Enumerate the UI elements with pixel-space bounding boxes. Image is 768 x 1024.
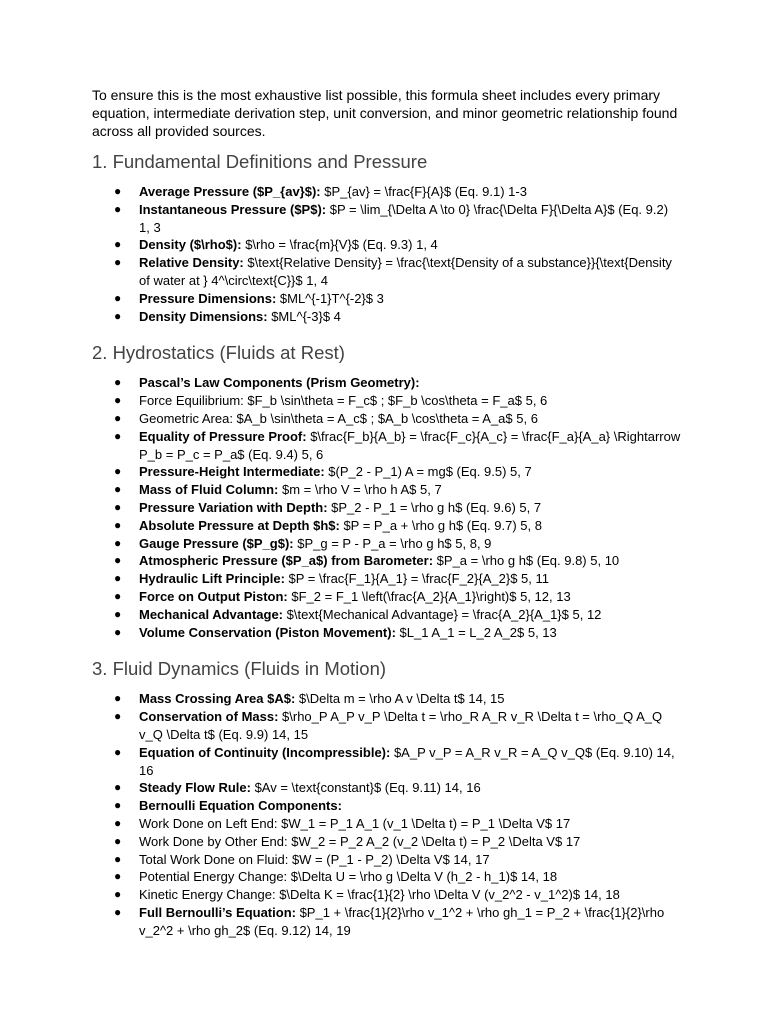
bullet-icon: ● bbox=[114, 815, 122, 830]
section-heading: 2. Hydrostatics (Fluids at Rest) bbox=[92, 342, 345, 364]
formula-list bbox=[92, 690, 682, 939]
bullet-icon: ● bbox=[114, 553, 122, 568]
formula-text: $\text{Relative Density} = \frac{\text{Density of a substance}}{\text{Density of water at } 4^\circ\text{C}}$ 1, 4 bbox=[139, 255, 672, 288]
formula-text: $\rho_P A_P v_P \Delta t = \rho_R A_R v_R \Delta t = \rho_Q A_Q v_Q \Delta t$ (Eq. 9.9) 14, 15 bbox=[139, 709, 663, 742]
formula-label: Steady Flow Rule: bbox=[139, 780, 251, 796]
formula-text: $P = P_a + \rho g h$ (Eq. 9.7) 5, 8 bbox=[339, 517, 542, 533]
section-1 bbox=[92, 151, 682, 325]
bullet-icon: ● bbox=[114, 798, 122, 813]
formula-item bbox=[92, 201, 682, 237]
formula-label: Atmospheric Pressure ($P_a$) from Barometer: bbox=[139, 553, 434, 569]
bullet-icon: ● bbox=[114, 464, 122, 479]
formula-text: $\frac{F_b}{A_b} = \frac{F_c}{A_c} = \frac{F_a}{A_a} \Rightarrow P_b = P_c = P_a$ (Eq. 9.4) 5, 6 bbox=[139, 428, 681, 462]
formula-list bbox=[92, 374, 682, 641]
formula-label: Full Bernoulli’s Equation: bbox=[139, 904, 296, 920]
formula-list bbox=[92, 183, 682, 325]
bullet-icon: ● bbox=[114, 887, 122, 902]
formula-label: Absolute Pressure at Depth $h$: bbox=[139, 517, 340, 533]
formula-text: $P_1 + \frac{1}{2}\rho v_1^2 + \rho gh_1 = P_2 + \frac{1}{2}\rho v_2^2 + \rho gh_2$ (Eq. 9.12) 14, 19 bbox=[139, 904, 665, 938]
formula-label: Conservation of Mass: bbox=[139, 709, 279, 725]
document-page bbox=[92, 86, 682, 956]
section-heading: 3. Fluid Dynamics (Fluids in Motion) bbox=[92, 658, 387, 680]
formula-item bbox=[92, 624, 682, 642]
formula-item bbox=[92, 499, 682, 517]
formula-text: $ML^{-3}$ 4 bbox=[267, 308, 341, 324]
formula-item bbox=[92, 690, 682, 708]
bullet-icon: ● bbox=[114, 237, 122, 252]
formula-item bbox=[92, 904, 682, 940]
formula-label: Pressure-Height Intermediate: bbox=[139, 464, 325, 480]
formula-text: $P = \frac{F_1}{A_1} = \frac{F_2}{A_2}$ 5, 11 bbox=[284, 571, 549, 587]
formula-label: Hydraulic Lift Principle: bbox=[139, 571, 285, 587]
formula-item bbox=[92, 708, 682, 744]
formula-item bbox=[92, 535, 682, 553]
bullet-icon: ● bbox=[114, 499, 122, 514]
formula-item bbox=[92, 588, 682, 606]
formula-item bbox=[92, 570, 682, 588]
formula-text: $\Delta m = \rho A v \Delta t$ 14, 15 bbox=[295, 691, 505, 707]
formula-text: $P_a = \rho g h$ (Eq. 9.8) 5, 10 bbox=[433, 553, 620, 569]
formula-label: Relative Density: bbox=[139, 255, 244, 271]
bullet-icon: ● bbox=[114, 571, 122, 586]
section-3 bbox=[92, 658, 682, 939]
bullet-icon: ● bbox=[114, 255, 122, 270]
formula-item bbox=[92, 428, 682, 464]
formula-text: $P_2 - P_1 = \rho g h$ (Eq. 9.6) 5, 7 bbox=[327, 499, 542, 515]
formula-label: Pressure Dimensions: bbox=[139, 290, 277, 306]
formula-text: $P = \lim_{\Delta A \to 0} \frac{\Delta F}{\Delta A}$ (Eq. 9.2) 1, 3 bbox=[139, 201, 669, 235]
formula-label: Pressure Variation with Depth: bbox=[139, 499, 328, 515]
bullet-icon: ● bbox=[114, 624, 122, 639]
bullet-icon: ● bbox=[114, 482, 122, 497]
formula-text: Total Work Done on Fluid: $W = (P_1 - P_2) \Delta V$ 14, 17 bbox=[139, 851, 490, 867]
bullet-icon: ● bbox=[114, 744, 122, 759]
formula-item bbox=[92, 606, 682, 624]
formula-text: Kinetic Energy Change: $\Delta K = \frac{1}{2} \rho \Delta V (v_2^2 - v_1^2)$ 14, 18 bbox=[139, 887, 620, 903]
bullet-icon: ● bbox=[114, 517, 122, 532]
bullet-icon: ● bbox=[114, 428, 122, 443]
bullet-icon: ● bbox=[114, 869, 122, 884]
formula-item bbox=[92, 797, 682, 815]
formula-item bbox=[92, 290, 682, 308]
formula-item bbox=[92, 779, 682, 797]
formula-item bbox=[92, 815, 682, 833]
bullet-icon: ● bbox=[114, 904, 122, 919]
formula-label: Pascal’s Law Components (Prism Geometry): bbox=[139, 375, 420, 391]
formula-text: $P_{av} = \frac{F}{A}$ (Eq. 9.1) 1-3 bbox=[320, 184, 527, 199]
formula-item bbox=[92, 392, 682, 410]
formula-label: Density Dimensions: bbox=[139, 308, 268, 324]
formula-text: Work Done by Other End: $W_2 = P_2 A_2 (v_2 \Delta t) = P_2 \Delta V$ 17 bbox=[139, 833, 581, 849]
formula-text: $L_1 A_1 = L_2 A_2$ 5, 13 bbox=[395, 624, 557, 640]
formula-item bbox=[92, 517, 682, 535]
formula-label: Equation of Continuity (Incompressible): bbox=[139, 744, 391, 760]
formula-label: Gauge Pressure ($P_g$): bbox=[139, 535, 294, 551]
bullet-icon: ● bbox=[114, 308, 122, 323]
section-heading: 1. Fundamental Definitions and Pressure bbox=[92, 151, 428, 172]
formula-text: $P_g = P - P_a = \rho g h$ 5, 8, 9 bbox=[293, 535, 492, 551]
formula-label: Mass Crossing Area $A$: bbox=[139, 691, 296, 707]
formula-item bbox=[92, 744, 682, 780]
formula-label: Average Pressure ($P_{av}$): bbox=[139, 184, 321, 199]
formula-item bbox=[92, 851, 682, 869]
bullet-icon: ● bbox=[114, 393, 122, 408]
intro-paragraph: To ensure this is the most exhaustive list possible, this formula sheet includes every primary equation, intermediate derivation step, unit conversion, and minor geometric relationship found across all provided sources. bbox=[92, 87, 678, 139]
formula-item bbox=[92, 183, 682, 201]
bullet-icon: ● bbox=[114, 606, 122, 621]
bullet-icon: ● bbox=[114, 375, 122, 390]
formula-label: Mechanical Advantage: bbox=[139, 606, 284, 622]
bullet-icon: ● bbox=[114, 833, 122, 848]
formula-item bbox=[92, 254, 682, 290]
formula-item bbox=[92, 374, 682, 392]
formula-label: Mass of Fluid Column: bbox=[139, 482, 279, 498]
bullet-icon: ● bbox=[114, 201, 122, 216]
formula-text: $ML^{-1}T^{-2}$ 3 bbox=[276, 290, 384, 306]
formula-item bbox=[92, 308, 682, 326]
formula-text: Geometric Area: $A_b \sin\theta = A_c$ ; $A_b \cos\theta = A_a$ 5, 6 bbox=[139, 410, 538, 426]
bullet-icon: ● bbox=[114, 535, 122, 550]
formula-text: Force Equilibrium: $F_b \sin\theta = F_c$ ; $F_b \cos\theta = F_a$ 5, 6 bbox=[139, 393, 548, 409]
formula-item bbox=[92, 410, 682, 428]
formula-text: Potential Energy Change: $\Delta U = \rho g \Delta V (h_2 - h_1)$ 14, 18 bbox=[139, 869, 558, 885]
sections-container bbox=[92, 151, 682, 939]
formula-label: Equality of Pressure Proof: bbox=[139, 428, 307, 444]
formula-label: Instantaneous Pressure ($P$): bbox=[139, 201, 327, 217]
formula-text: Work Done on Left End: $W_1 = P_1 A_1 (v_1 \Delta t) = P_1 \Delta V$ 17 bbox=[139, 815, 571, 831]
bullet-icon: ● bbox=[114, 691, 122, 706]
formula-text: $\rho = \frac{m}{V}$ (Eq. 9.3) 1, 4 bbox=[241, 237, 438, 253]
bullet-icon: ● bbox=[114, 410, 122, 425]
formula-label: Bernoulli Equation Components: bbox=[139, 798, 342, 814]
formula-item bbox=[92, 833, 682, 851]
formula-item bbox=[92, 463, 682, 481]
formula-text: $F_2 = F_1 \left(\frac{A_2}{A_1}\right)$ 5, 12, 13 bbox=[287, 588, 571, 604]
formula-label: Volume Conservation (Piston Movement): bbox=[139, 624, 396, 640]
bullet-icon: ● bbox=[114, 851, 122, 866]
bullet-icon: ● bbox=[114, 709, 122, 724]
bullet-icon: ● bbox=[114, 780, 122, 795]
formula-text: $(P_2 - P_1) A = mg$ (Eq. 9.5) 5, 7 bbox=[324, 464, 532, 480]
formula-text: $A_P v_P = A_R v_R = A_Q v_Q$ (Eq. 9.10) 14, 16 bbox=[139, 744, 675, 778]
formula-label: Density ($\rho$): bbox=[139, 237, 242, 253]
formula-text: $m = \rho V = \rho h A$ 5, 7 bbox=[278, 482, 442, 498]
formula-text: $\text{Mechanical Advantage} = \frac{A_2}{A_1}$ 5, 12 bbox=[283, 606, 602, 622]
formula-item bbox=[92, 886, 682, 904]
formula-item bbox=[92, 481, 682, 499]
formula-label: Force on Output Piston: bbox=[139, 588, 288, 604]
formula-item bbox=[92, 868, 682, 886]
bullet-icon: ● bbox=[114, 184, 122, 198]
bullet-icon: ● bbox=[114, 588, 122, 603]
formula-text: $Av = \text{constant}$ (Eq. 9.11) 14, 16 bbox=[250, 780, 481, 796]
section-2 bbox=[92, 342, 682, 641]
formula-item bbox=[92, 236, 682, 254]
bullet-icon: ● bbox=[114, 290, 122, 305]
formula-item bbox=[92, 552, 682, 570]
